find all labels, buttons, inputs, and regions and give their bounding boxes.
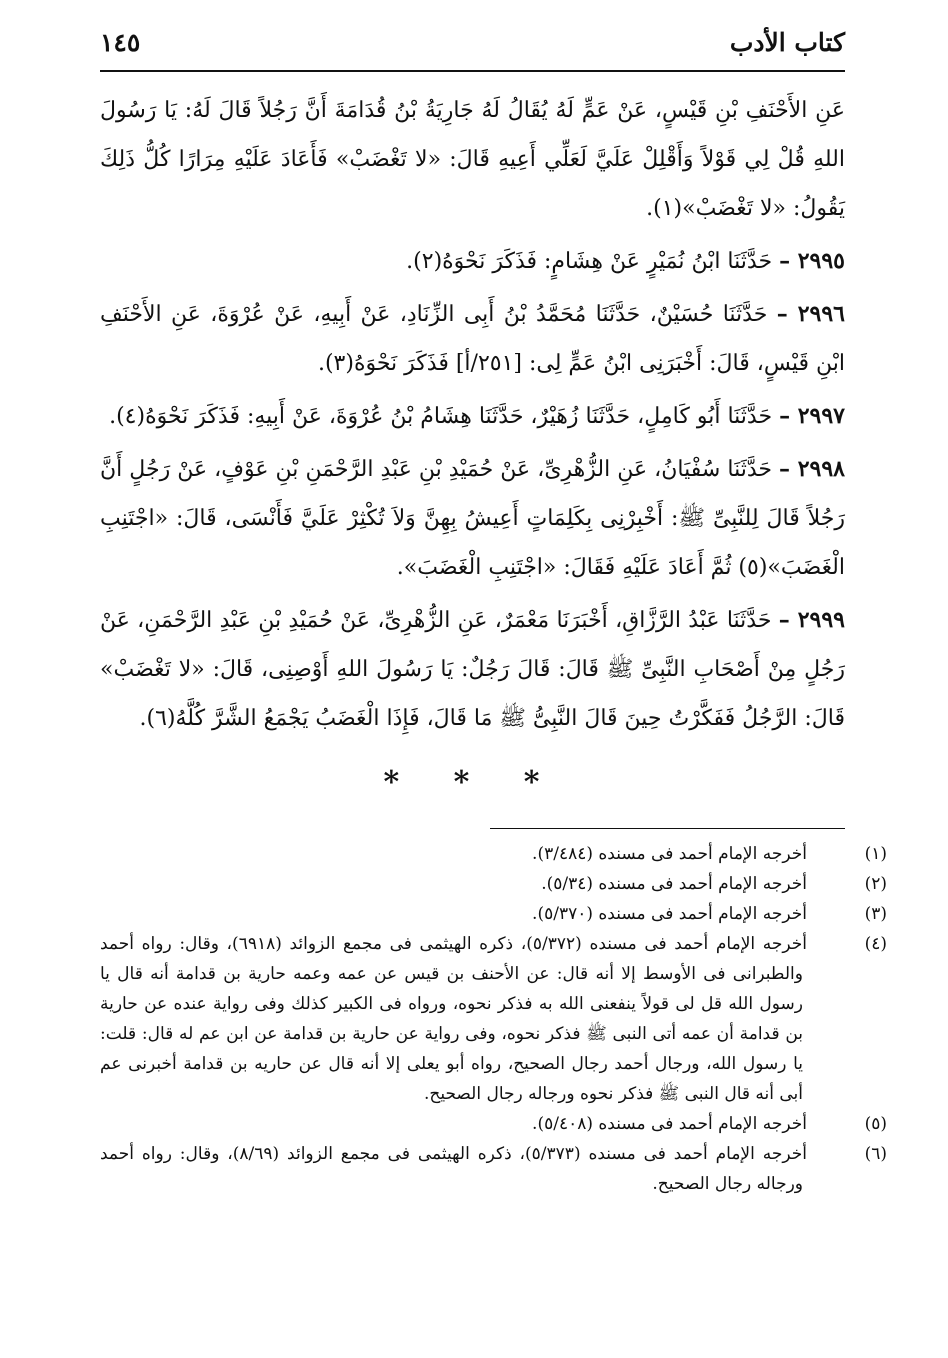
footnote-number: (٣) xyxy=(864,904,887,924)
footnotes xyxy=(100,839,887,1199)
hadith-number: ٢٩٩٦ – xyxy=(776,301,845,327)
hadith-text: حَدَّثَنَا عَبْدُ الرَّزَّاقِ، أَخْبَرَنَا مَعْمَرٌ، عَنِ الزُّهْرِىِّ، عَنْ حُمَيْدِ بْنِ عَبْدِ الرَّحْمَنِ، عَنْ رَجُلٍ مِنْ أَصْحَابِ النَّبِىِّ ﷺ قَالَ: قَالَ رَجُلٌ: يَا رَسُولَ اللهِ أَوْصِنِى، قَالَ: «لا تَغْضَبْ» قَالَ: الرَّجُلُ فَفَكَّرْتُ حِينَ قَالَ النَّبِىُّ ﷺ مَا قَالَ، فَإِذَا الْغَضَبُ يَجْمَعُ الشَّرَّ كُلَّهُ(٦). xyxy=(100,608,845,731)
footnote-text: أخرجه الإمام أحمد فى مسنده (٥/٤٠٨). xyxy=(532,1114,807,1134)
hadith-text: حَدَّثَنَا ابْنُ نُمَيْرٍ عَنْ هِشَامٍ: فَذَكَرَ نَحْوَهُ(٢). xyxy=(406,249,773,274)
page-number: ١٤٥ xyxy=(100,28,141,57)
book-title: كتاب الأدب xyxy=(729,28,845,57)
footnote-number: (٥) xyxy=(864,1114,887,1134)
book-page xyxy=(100,20,887,1199)
hadith-2996 xyxy=(100,290,845,388)
footnote-number: (٦) xyxy=(864,1144,887,1164)
hadith-number: ٢٩٩٧ – xyxy=(779,403,845,429)
hadith-number: ٢٩٩٩ – xyxy=(778,607,845,633)
hadith-2998 xyxy=(100,445,845,592)
hadith-text: عَنِ الأَحْنَفِ بْنِ قَيْسٍ، عَنْ عَمٍّ لَهُ يُقَالُ لَهُ جَارِيَةُ بْنُ قُدَامَةَ أَنَّ رَجُلاً قَالَ لَهُ: يَا رَسُولَ اللهِ قُلْ لِي قَوْلاً وَأَقْلِلْ عَلَيَّ لَعَلِّي أَعِيهِ قَالَ: «لا تَغْضَبْ» فَأَعَادَ عَلَيْهِ مِرَارًا كُلُّ ذَلِكَ يَقُولُ: «لا تَغْضَبْ»(١). xyxy=(100,98,845,221)
footnote-number: (٢) xyxy=(864,874,887,894)
section-separator: * * * xyxy=(383,765,562,800)
hadith-2999 xyxy=(100,596,845,743)
footnote-text: أخرجه الإمام أحمد فى مسنده (٥/٣٤). xyxy=(541,874,807,894)
footnote-number: (٤) xyxy=(864,934,887,954)
hadith-text: حَدَّثَنَا سُفْيَانُ، عَنِ الزُّهْرِىِّ، عَنْ حُمَيْدِ بْنِ عَبْدِ الرَّحْمَنِ بْنِ عَوْفٍ، عَنْ رَجُلٍ أَنَّ رَجُلاً قَالَ لِلنَّبِىِّ ﷺ: أَخْبِرْنِى بِكَلِمَاتٍ أَعِيشُ بِهِنَّ وَلاَ تُكْثِرْ عَلَيَّ فَأَنْسَى، قَالَ: «اجْتَنِبِ الْغَضَبَ»(٥) ثُمَّ أَعَادَ عَلَيْهِ فَقَالَ: «اجْتَنِبِ الْغَضَبَ». xyxy=(100,457,845,580)
footnote-text: أخرجه الإمام أحمد فى مسنده (٣/٤٨٤). xyxy=(532,844,807,864)
footnote-divider xyxy=(490,828,845,829)
hadith-number: ٢٩٩٥ – xyxy=(779,248,845,274)
page-header xyxy=(100,20,845,72)
footnote xyxy=(100,899,887,929)
footnote xyxy=(100,929,887,1109)
hadith-2997 xyxy=(100,392,845,441)
footnote-text: أخرجه الإمام أحمد فى مسنده (٥/٣٧٠). xyxy=(532,904,807,924)
main-text xyxy=(100,86,845,743)
footnote xyxy=(100,869,887,899)
hadith-2995 xyxy=(100,237,845,286)
hadith-text: حَدَّثَنَا أَبُو كَامِلٍ، حَدَّثَنَا زُهَيْرٌ، حَدَّثَنَا هِشَامُ بْنُ عُرْوَةَ، عَنْ أَبِيهِ: فَذَكَرَ نَحْوَهُ(٤). xyxy=(109,404,773,429)
footnote-text: أخرجه الإمام أحمد فى مسنده (٥/٣٧٣)، ذكره الهيثمى فى مجمع الزوائد (٨/٦٩)، وقال: رواه أحمد ورجاله رجال الصحيح. xyxy=(100,1144,807,1194)
hadith-continuation xyxy=(100,86,845,233)
hadith-text: حَدَّثَنَا حُسَيْنٌ، حَدَّثَنَا مُحَمَّدُ بْنُ أَبِى الزِّنَادِ، عَنْ أَبِيهِ، عَنْ عُرْوَةَ، عَنِ الأَحْنَفِ ابْنِ قَيْسٍ، قَالَ: أَخْبَرَنِى ابْنُ عَمٍّ لِى: [٢٥١/أ] فَذَكَرَ نَحْوَهُ(٣). xyxy=(100,302,845,376)
footnote xyxy=(100,1109,887,1139)
hadith-number: ٢٩٩٨ – xyxy=(779,456,845,482)
footnote-text: أخرجه الإمام أحمد فى مسنده (٥/٣٧٢)، ذكره الهيثمى فى مجمع الزوائد (٦٩١٨)، وقال: رواه أحمد والطبرانى فى الأوسط إلا أنه قال: عن الأحنف بن قيس عن عمه وعمه حارية بن قدامة أنه قال يا رسول الله قل لى قولاً ينفعنى الله به فذكر نحوه، ورواه فى الكبير كذلك وفى رواية عنده عن حارية بن قدامة أن عمه أتى النبى ﷺ فذكر نحوه، وفى رواية عن حارية بن قدامة عن ابن عم له قال: قلت: يا رسول الله، ورجال أحمد رجال الصحيح، رواه أبو يعلى إلا أنه قال عن حاريه بن قدامة أخبرنى عم أبى أنه قال النبى ﷺ فذكر نحوه ورجاله رجال الصحيح. xyxy=(100,934,807,1104)
footnote-number: (١) xyxy=(864,844,887,864)
footnote xyxy=(100,839,887,869)
footnote xyxy=(100,1139,887,1199)
